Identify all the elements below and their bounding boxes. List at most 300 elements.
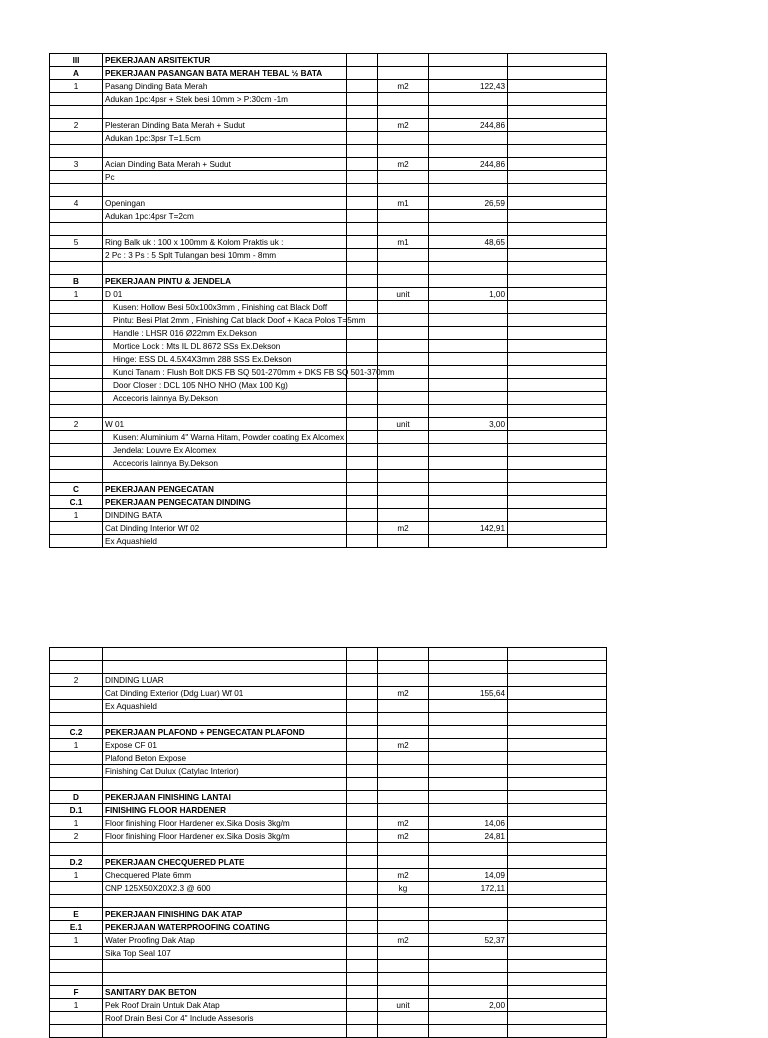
table-row xyxy=(50,765,607,778)
quantity-cell xyxy=(429,739,508,752)
quantity-cell xyxy=(429,700,508,713)
price-cell xyxy=(508,431,607,444)
quantity-cell xyxy=(429,314,508,327)
table-row xyxy=(50,418,607,431)
spacer-cell xyxy=(347,934,378,947)
table-row xyxy=(50,119,607,132)
quantity-cell xyxy=(429,778,508,791)
quantity-cell xyxy=(429,713,508,726)
description-cell: PEKERJAAN CHECQUERED PLATE xyxy=(103,856,347,869)
description-cell: PEKERJAAN WATERPROOFING COATING xyxy=(103,921,347,934)
price-cell xyxy=(508,869,607,882)
unit-cell xyxy=(378,726,429,739)
price-cell xyxy=(508,158,607,171)
item-number-cell: C.2 xyxy=(50,726,103,739)
quantity-cell: 155,64 xyxy=(429,687,508,700)
description-cell: Plafond Beton Expose xyxy=(103,752,347,765)
unit-cell xyxy=(378,700,429,713)
spacer-cell xyxy=(347,158,378,171)
spacer-cell xyxy=(347,236,378,249)
price-cell xyxy=(508,184,607,197)
item-number-cell: A xyxy=(50,67,103,80)
description-cell: Expose CF 01 xyxy=(103,739,347,752)
item-number-cell xyxy=(50,392,103,405)
spacer-cell xyxy=(347,522,378,535)
price-cell xyxy=(508,648,607,661)
item-number-cell xyxy=(50,327,103,340)
item-number-cell xyxy=(50,895,103,908)
description-cell: Floor finishing Floor Hardener ex.Sika Dosis 3kg/m xyxy=(103,817,347,830)
price-cell xyxy=(508,934,607,947)
spacer-cell xyxy=(347,288,378,301)
unit-cell: m2 xyxy=(378,522,429,535)
quantity-cell: 244,86 xyxy=(429,158,508,171)
table-row xyxy=(50,661,607,674)
quantity-cell xyxy=(429,106,508,119)
table-row xyxy=(50,648,607,661)
spacer-cell xyxy=(347,223,378,236)
unit-cell xyxy=(378,674,429,687)
price-cell xyxy=(508,54,607,67)
table-row xyxy=(50,1012,607,1025)
spacer-cell xyxy=(347,93,378,106)
spacer-cell xyxy=(347,275,378,288)
table-row xyxy=(50,145,607,158)
quantity-cell: 244,86 xyxy=(429,119,508,132)
item-number-cell xyxy=(50,262,103,275)
quantity-cell xyxy=(429,1012,508,1025)
spacer-cell xyxy=(347,119,378,132)
unit-cell xyxy=(378,132,429,145)
item-number-cell xyxy=(50,132,103,145)
item-number-cell: III xyxy=(50,54,103,67)
item-number-cell: C.1 xyxy=(50,496,103,509)
quantity-cell: 1,00 xyxy=(429,288,508,301)
price-cell xyxy=(508,392,607,405)
description-cell: Hinge: ESS DL 4.5X4X3mm 288 SSS Ex.Dekson xyxy=(103,353,347,366)
item-number-cell: 4 xyxy=(50,197,103,210)
spacer-cell xyxy=(347,1025,378,1038)
spacer-cell xyxy=(347,301,378,314)
quantity-cell xyxy=(429,960,508,973)
quantity-cell xyxy=(429,496,508,509)
description-cell: Kunci Tanam : Flush Bolt DKS FB SQ 501-270mm + DKS FB SQ 501-370mm xyxy=(103,366,347,379)
description-cell: Finishing Cat Dulux (Catylac Interior) xyxy=(103,765,347,778)
quantity-cell: 24,81 xyxy=(429,830,508,843)
spacer-cell xyxy=(347,132,378,145)
quantity-cell xyxy=(429,431,508,444)
table-row xyxy=(50,856,607,869)
item-number-cell xyxy=(50,843,103,856)
price-cell xyxy=(508,700,607,713)
item-number-cell xyxy=(50,444,103,457)
unit-cell xyxy=(378,921,429,934)
quantity-cell xyxy=(429,301,508,314)
spacer-cell xyxy=(347,1012,378,1025)
quantity-cell xyxy=(429,366,508,379)
quantity-cell xyxy=(429,405,508,418)
item-number-cell: D.2 xyxy=(50,856,103,869)
price-cell xyxy=(508,522,607,535)
unit-cell xyxy=(378,457,429,470)
quantity-cell xyxy=(429,223,508,236)
boq-table-upper xyxy=(49,53,607,548)
table-row xyxy=(50,314,607,327)
table-row xyxy=(50,804,607,817)
table-row xyxy=(50,236,607,249)
spacer-cell xyxy=(347,726,378,739)
spacer-cell xyxy=(347,509,378,522)
unit-cell xyxy=(378,804,429,817)
quantity-cell xyxy=(429,791,508,804)
price-cell xyxy=(508,197,607,210)
spacer-cell xyxy=(347,713,378,726)
table-row xyxy=(50,353,607,366)
table-row xyxy=(50,288,607,301)
spacer-cell xyxy=(347,752,378,765)
table-row xyxy=(50,908,607,921)
unit-cell xyxy=(378,301,429,314)
item-number-cell xyxy=(50,1025,103,1038)
price-cell xyxy=(508,739,607,752)
item-number-cell xyxy=(50,340,103,353)
item-number-cell: 2 xyxy=(50,674,103,687)
description-cell: Adukan 1pc:4psr T=2cm xyxy=(103,210,347,223)
quantity-cell: 14,09 xyxy=(429,869,508,882)
table-row xyxy=(50,158,607,171)
unit-cell: m2 xyxy=(378,739,429,752)
price-cell xyxy=(508,249,607,262)
unit-cell xyxy=(378,249,429,262)
table-row xyxy=(50,444,607,457)
spacer-cell xyxy=(347,973,378,986)
unit-cell xyxy=(378,275,429,288)
table-row xyxy=(50,999,607,1012)
table-row xyxy=(50,817,607,830)
spacer-cell xyxy=(347,817,378,830)
table-row xyxy=(50,262,607,275)
spacer-cell xyxy=(347,739,378,752)
description-cell: PEKERJAAN PASANGAN BATA MERAH TEBAL ½ BATA xyxy=(103,67,347,80)
quantity-cell xyxy=(429,132,508,145)
description-cell xyxy=(103,973,347,986)
unit-cell xyxy=(378,262,429,275)
quantity-cell xyxy=(429,54,508,67)
quantity-cell xyxy=(429,947,508,960)
unit-cell xyxy=(378,509,429,522)
table-row xyxy=(50,986,607,999)
unit-cell: m2 xyxy=(378,817,429,830)
table-row xyxy=(50,535,607,548)
quantity-cell xyxy=(429,340,508,353)
description-cell: Pintu: Besi Plat 2mm , Finishing Cat black Doof + Kaca Polos T=5mm xyxy=(103,314,347,327)
unit-cell: unit xyxy=(378,418,429,431)
price-cell xyxy=(508,119,607,132)
description-cell: D 01 xyxy=(103,288,347,301)
unit-cell xyxy=(378,106,429,119)
price-cell xyxy=(508,973,607,986)
unit-cell xyxy=(378,947,429,960)
unit-cell: m2 xyxy=(378,830,429,843)
item-number-cell xyxy=(50,882,103,895)
unit-cell: unit xyxy=(378,999,429,1012)
quantity-cell xyxy=(429,661,508,674)
unit-cell xyxy=(378,171,429,184)
table-row xyxy=(50,726,607,739)
price-cell xyxy=(508,132,607,145)
item-number-cell xyxy=(50,145,103,158)
item-number-cell xyxy=(50,535,103,548)
item-number-cell xyxy=(50,223,103,236)
spacer-cell xyxy=(347,999,378,1012)
unit-cell xyxy=(378,483,429,496)
spacer-cell xyxy=(347,379,378,392)
quantity-cell: 3,00 xyxy=(429,418,508,431)
table-row xyxy=(50,778,607,791)
item-number-cell: 1 xyxy=(50,999,103,1012)
table-row xyxy=(50,184,607,197)
item-number-cell: E xyxy=(50,908,103,921)
table-row xyxy=(50,67,607,80)
quantity-cell xyxy=(429,93,508,106)
item-number-cell xyxy=(50,171,103,184)
item-number-cell xyxy=(50,778,103,791)
spacer-cell xyxy=(347,444,378,457)
price-cell xyxy=(508,778,607,791)
description-cell: Cat Dinding Exterior (Ddg Luar) Wf 01 xyxy=(103,687,347,700)
price-cell xyxy=(508,791,607,804)
unit-cell xyxy=(378,713,429,726)
quantity-cell xyxy=(429,184,508,197)
spacer-cell xyxy=(347,405,378,418)
item-number-cell: 2 xyxy=(50,119,103,132)
table-row xyxy=(50,223,607,236)
price-cell xyxy=(508,713,607,726)
table-row xyxy=(50,301,607,314)
item-number-cell xyxy=(50,752,103,765)
unit-cell xyxy=(378,1025,429,1038)
spacer-cell xyxy=(347,960,378,973)
item-number-cell: 1 xyxy=(50,509,103,522)
table-row xyxy=(50,210,607,223)
description-cell xyxy=(103,106,347,119)
table-row xyxy=(50,132,607,145)
unit-cell xyxy=(378,752,429,765)
item-number-cell xyxy=(50,93,103,106)
item-number-cell xyxy=(50,405,103,418)
description-cell: Water Proofing Dak Atap xyxy=(103,934,347,947)
item-number-cell: C xyxy=(50,483,103,496)
unit-cell xyxy=(378,973,429,986)
item-number-cell xyxy=(50,314,103,327)
quantity-cell xyxy=(429,509,508,522)
price-cell xyxy=(508,752,607,765)
quantity-cell xyxy=(429,921,508,934)
spacer-cell xyxy=(347,496,378,509)
table-row xyxy=(50,405,607,418)
price-cell xyxy=(508,661,607,674)
unit-cell: kg xyxy=(378,882,429,895)
table-row xyxy=(50,791,607,804)
description-cell: W 01 xyxy=(103,418,347,431)
item-number-cell xyxy=(50,960,103,973)
spacer-cell xyxy=(347,106,378,119)
description-cell xyxy=(103,262,347,275)
quantity-cell xyxy=(429,843,508,856)
price-cell xyxy=(508,882,607,895)
description-cell xyxy=(103,661,347,674)
unit-cell xyxy=(378,648,429,661)
price-cell xyxy=(508,457,607,470)
spacer-cell xyxy=(347,483,378,496)
spacer-cell xyxy=(347,674,378,687)
description-cell xyxy=(103,1025,347,1038)
quantity-cell xyxy=(429,470,508,483)
table-row xyxy=(50,431,607,444)
spacer-cell xyxy=(347,986,378,999)
description-cell xyxy=(103,778,347,791)
description-cell: PEKERJAAN ARSITEKTUR xyxy=(103,54,347,67)
table-row xyxy=(50,327,607,340)
description-cell xyxy=(103,184,347,197)
price-cell xyxy=(508,210,607,223)
description-cell: Roof Drain Besi Cor 4" Include Assesoris xyxy=(103,1012,347,1025)
quantity-cell xyxy=(429,171,508,184)
table-row xyxy=(50,869,607,882)
price-cell xyxy=(508,67,607,80)
quantity-cell xyxy=(429,249,508,262)
spacer-cell xyxy=(347,856,378,869)
table-row xyxy=(50,674,607,687)
unit-cell xyxy=(378,960,429,973)
price-cell xyxy=(508,895,607,908)
item-number-cell xyxy=(50,648,103,661)
description-cell: DINDING BATA xyxy=(103,509,347,522)
spacer-cell xyxy=(347,869,378,882)
unit-cell xyxy=(378,765,429,778)
unit-cell: m2 xyxy=(378,80,429,93)
quantity-cell xyxy=(429,457,508,470)
table-row xyxy=(50,1025,607,1038)
boq-table-body xyxy=(50,54,607,548)
item-number-cell: 1 xyxy=(50,288,103,301)
price-cell xyxy=(508,275,607,288)
quantity-cell xyxy=(429,986,508,999)
quantity-cell xyxy=(429,379,508,392)
item-number-cell xyxy=(50,366,103,379)
table-row xyxy=(50,947,607,960)
table-row xyxy=(50,366,607,379)
description-cell: Ex Aquashield xyxy=(103,535,347,548)
unit-cell xyxy=(378,184,429,197)
spacer-cell xyxy=(347,197,378,210)
price-cell xyxy=(508,509,607,522)
price-cell xyxy=(508,765,607,778)
unit-cell xyxy=(378,895,429,908)
table-row xyxy=(50,509,607,522)
item-number-cell: D.1 xyxy=(50,804,103,817)
item-number-cell xyxy=(50,522,103,535)
quantity-cell xyxy=(429,145,508,158)
unit-cell xyxy=(378,353,429,366)
item-number-cell xyxy=(50,210,103,223)
table-row xyxy=(50,379,607,392)
unit-cell: m2 xyxy=(378,158,429,171)
table-row xyxy=(50,713,607,726)
description-cell: Handle : LHSR 016 Ø22mm Ex.Dekson xyxy=(103,327,347,340)
unit-cell xyxy=(378,908,429,921)
unit-cell xyxy=(378,223,429,236)
description-cell: Mortice Lock : Mts IL DL 8672 SSs Ex.Dekson xyxy=(103,340,347,353)
table-row xyxy=(50,340,607,353)
description-cell: PEKERJAAN FINISHING LANTAI xyxy=(103,791,347,804)
item-number-cell: 1 xyxy=(50,739,103,752)
item-number-cell: 1 xyxy=(50,934,103,947)
unit-cell xyxy=(378,327,429,340)
unit-cell xyxy=(378,444,429,457)
item-number-cell xyxy=(50,713,103,726)
price-cell xyxy=(508,262,607,275)
description-cell xyxy=(103,470,347,483)
table-row xyxy=(50,80,607,93)
item-number-cell xyxy=(50,379,103,392)
table-row xyxy=(50,934,607,947)
item-number-cell xyxy=(50,184,103,197)
table-row xyxy=(50,882,607,895)
item-number-cell xyxy=(50,301,103,314)
price-cell xyxy=(508,171,607,184)
unit-cell: m2 xyxy=(378,687,429,700)
quantity-cell: 122,43 xyxy=(429,80,508,93)
spacer-cell xyxy=(347,843,378,856)
price-cell xyxy=(508,986,607,999)
description-cell: Kusen: Aluminium 4" Warna Hitam, Powder coating Ex Alcomex xyxy=(103,431,347,444)
quantity-cell xyxy=(429,262,508,275)
description-cell xyxy=(103,405,347,418)
item-number-cell: F xyxy=(50,986,103,999)
quantity-cell: 142,91 xyxy=(429,522,508,535)
price-cell xyxy=(508,223,607,236)
spacer-cell xyxy=(347,895,378,908)
price-cell xyxy=(508,405,607,418)
item-number-cell xyxy=(50,470,103,483)
spacer-cell xyxy=(347,54,378,67)
spacer-cell xyxy=(347,418,378,431)
description-cell: PEKERJAAN PENGECATAN xyxy=(103,483,347,496)
description-cell xyxy=(103,843,347,856)
description-cell: Ring Balk uk : 100 x 100mm & Kolom Praktis uk : xyxy=(103,236,347,249)
price-cell xyxy=(508,921,607,934)
item-number-cell: 5 xyxy=(50,236,103,249)
price-cell xyxy=(508,856,607,869)
spacer-cell xyxy=(347,67,378,80)
description-cell xyxy=(103,960,347,973)
unit-cell xyxy=(378,379,429,392)
table-row xyxy=(50,197,607,210)
description-cell: FINISHING FLOOR HARDENER xyxy=(103,804,347,817)
price-cell xyxy=(508,366,607,379)
description-cell: Adukan 1pc:4psr + Stek besi 10mm > P:30cm -1m xyxy=(103,93,347,106)
item-number-cell xyxy=(50,431,103,444)
table-row xyxy=(50,249,607,262)
item-number-cell: B xyxy=(50,275,103,288)
unit-cell xyxy=(378,314,429,327)
spacer-cell xyxy=(347,470,378,483)
item-number-cell xyxy=(50,353,103,366)
description-cell xyxy=(103,895,347,908)
price-cell xyxy=(508,327,607,340)
description-cell: Pasang Dinding Bata Merah xyxy=(103,80,347,93)
